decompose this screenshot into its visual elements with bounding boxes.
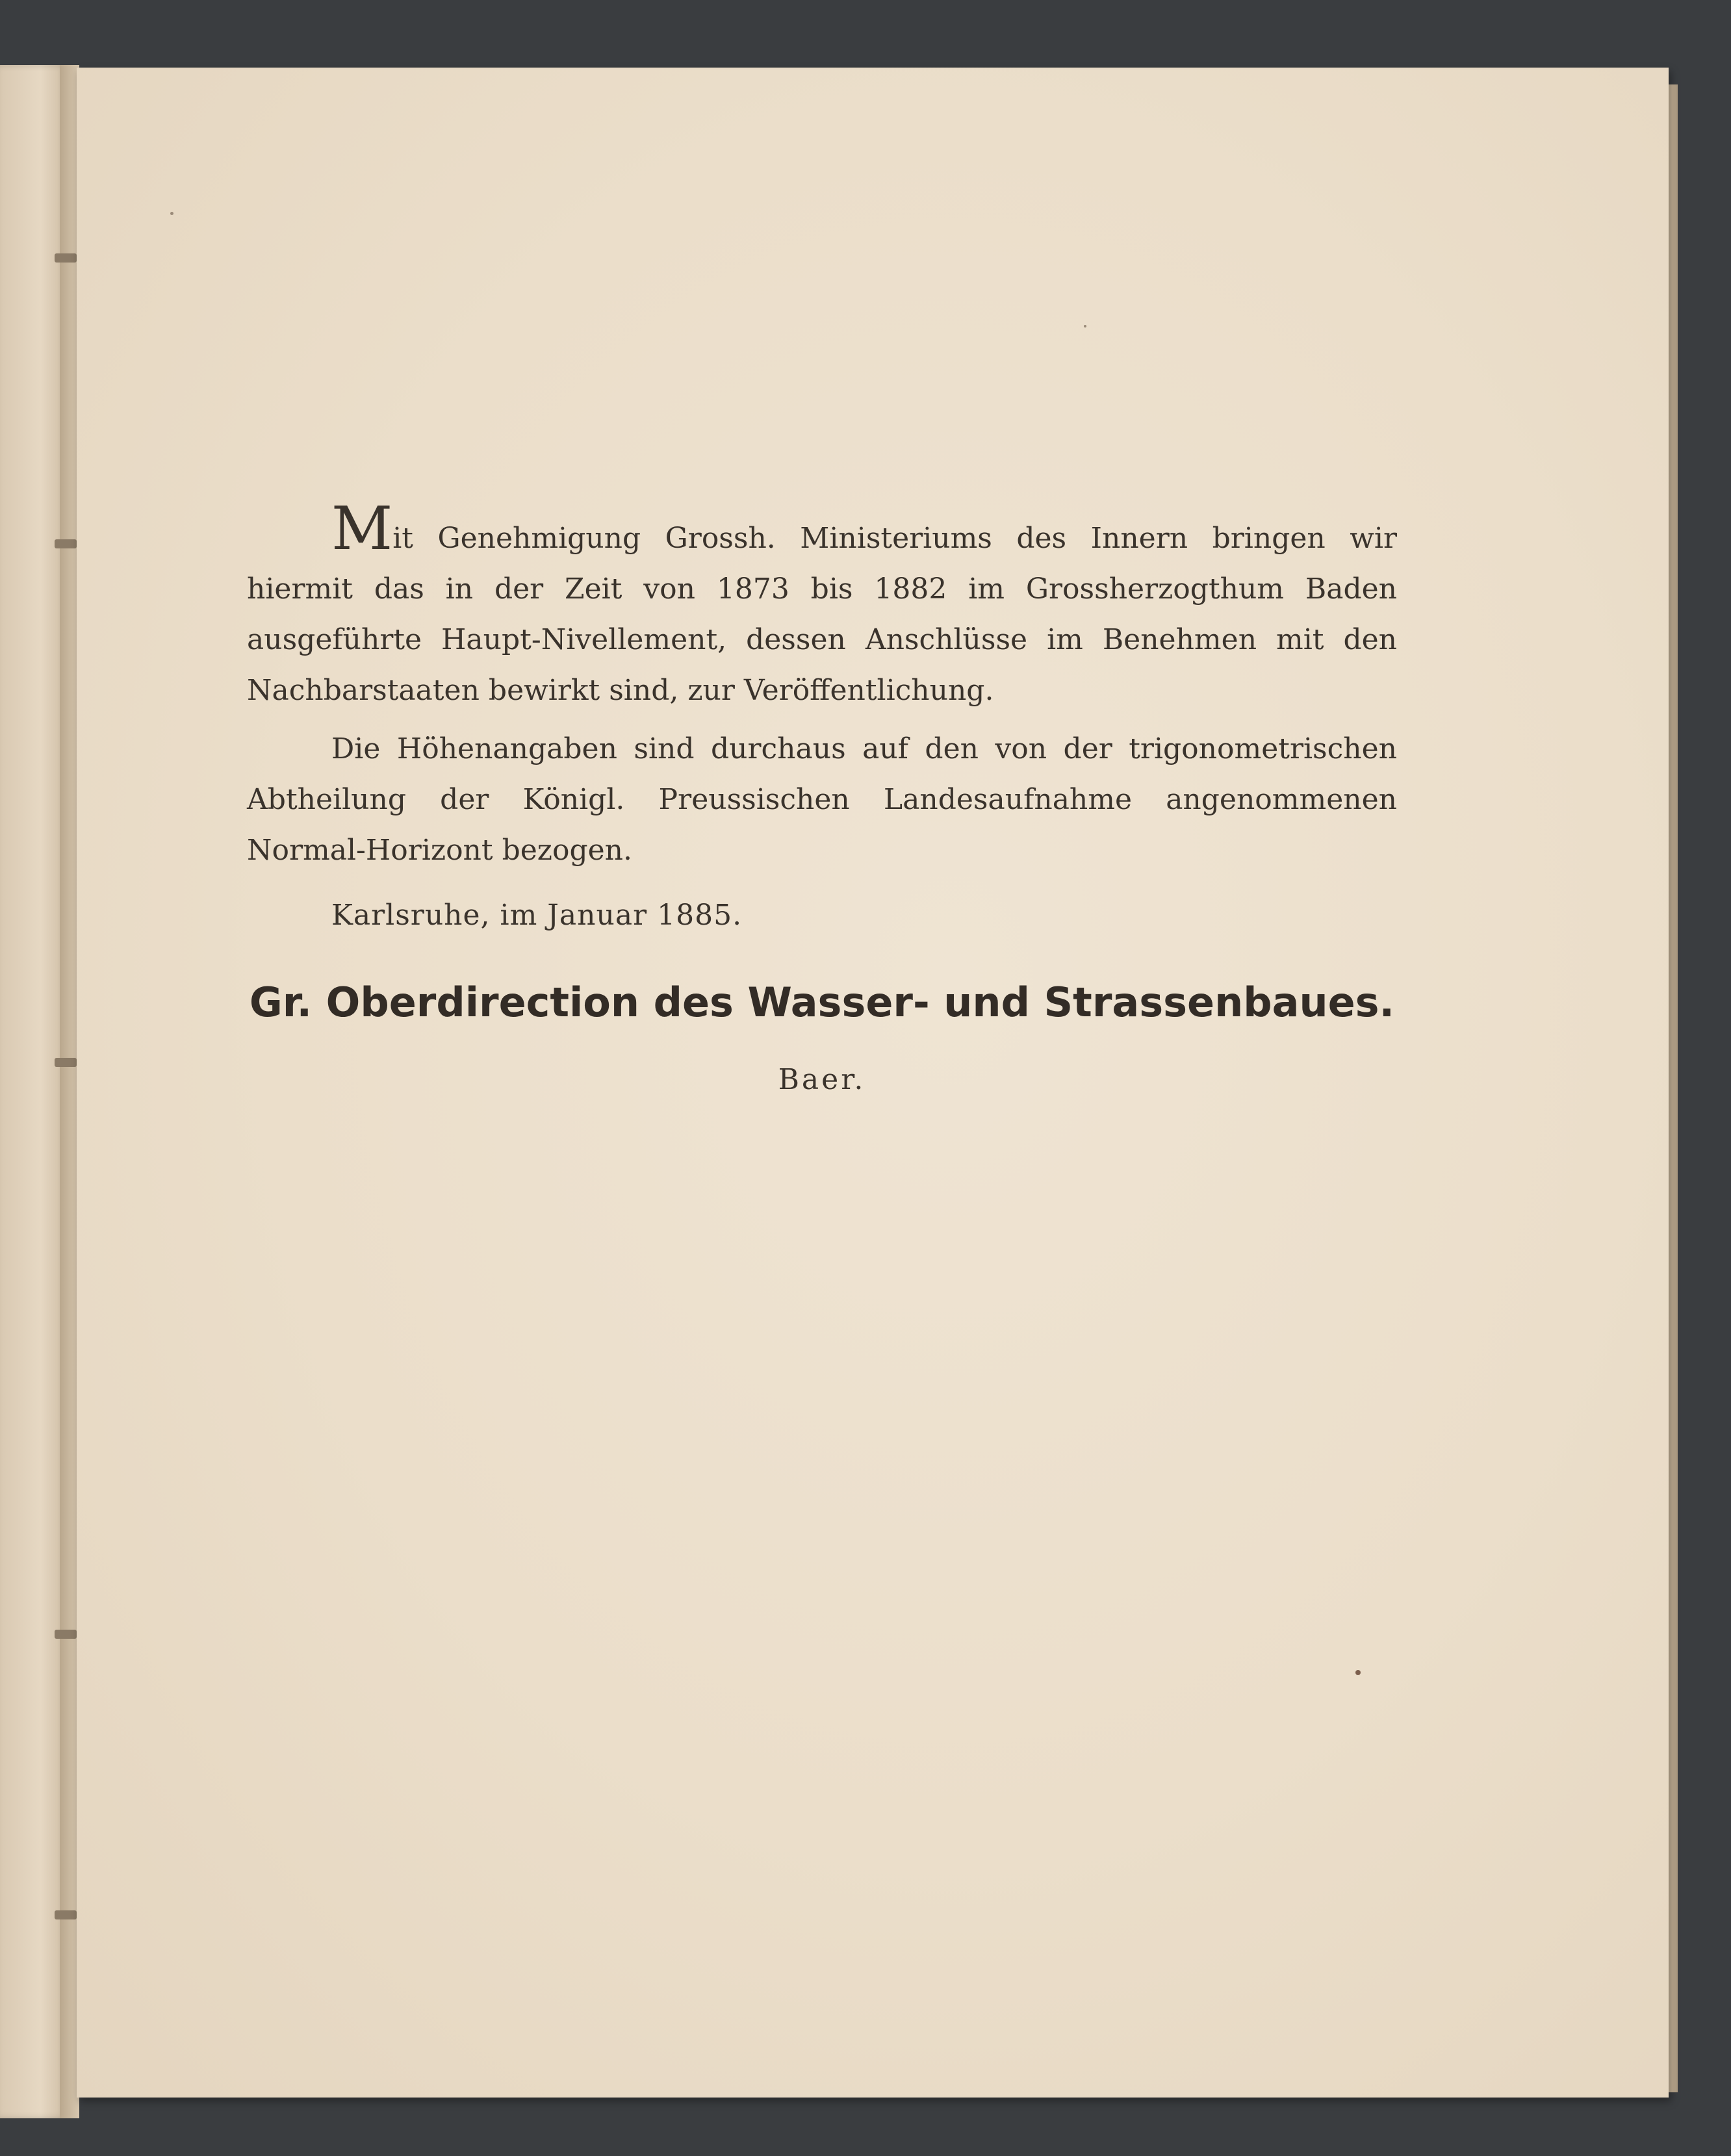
binding-stitch	[55, 1910, 77, 1919]
drop-initial: M	[331, 494, 393, 563]
paper-speck	[1084, 325, 1086, 327]
issuing-authority: Gr. Oberdirection des Wasser- und Strassenbaues.	[249, 979, 1395, 1026]
date-line: Karlsruhe, im Januar 1885.	[331, 899, 743, 932]
paper-speck	[170, 212, 173, 215]
paragraph-intro-text: it Genehmigung Grossh. Ministeriums des Innern bringen wir hiermit das in der Zeit von 1873 bis 1882 im Grossherzogthum Baden ausgeführte Haupt-Nivellement, dessen Anschlüsse im Benehmen mit den Nachbarstaaten bewirkt sind, zur Veröffentlichung.	[247, 522, 1397, 707]
binding-stitch	[55, 539, 77, 548]
binding-stitch	[55, 1630, 77, 1639]
notice-text	[247, 494, 1397, 941]
paragraph-heights: Die Höhenangaben sind durchaus auf den von der trigonometrischen Abtheilung der Königl. Preussischen Landesaufnahme angenommenen Normal-Horizont bezogen.	[247, 732, 1397, 867]
left-page-edge	[0, 65, 68, 2118]
signature: Baer.	[778, 1063, 866, 1096]
binding-stitch	[55, 253, 77, 263]
paragraph-intro	[247, 494, 1397, 716]
binding-stitch	[55, 1058, 77, 1067]
paper-speck	[1355, 1670, 1361, 1675]
